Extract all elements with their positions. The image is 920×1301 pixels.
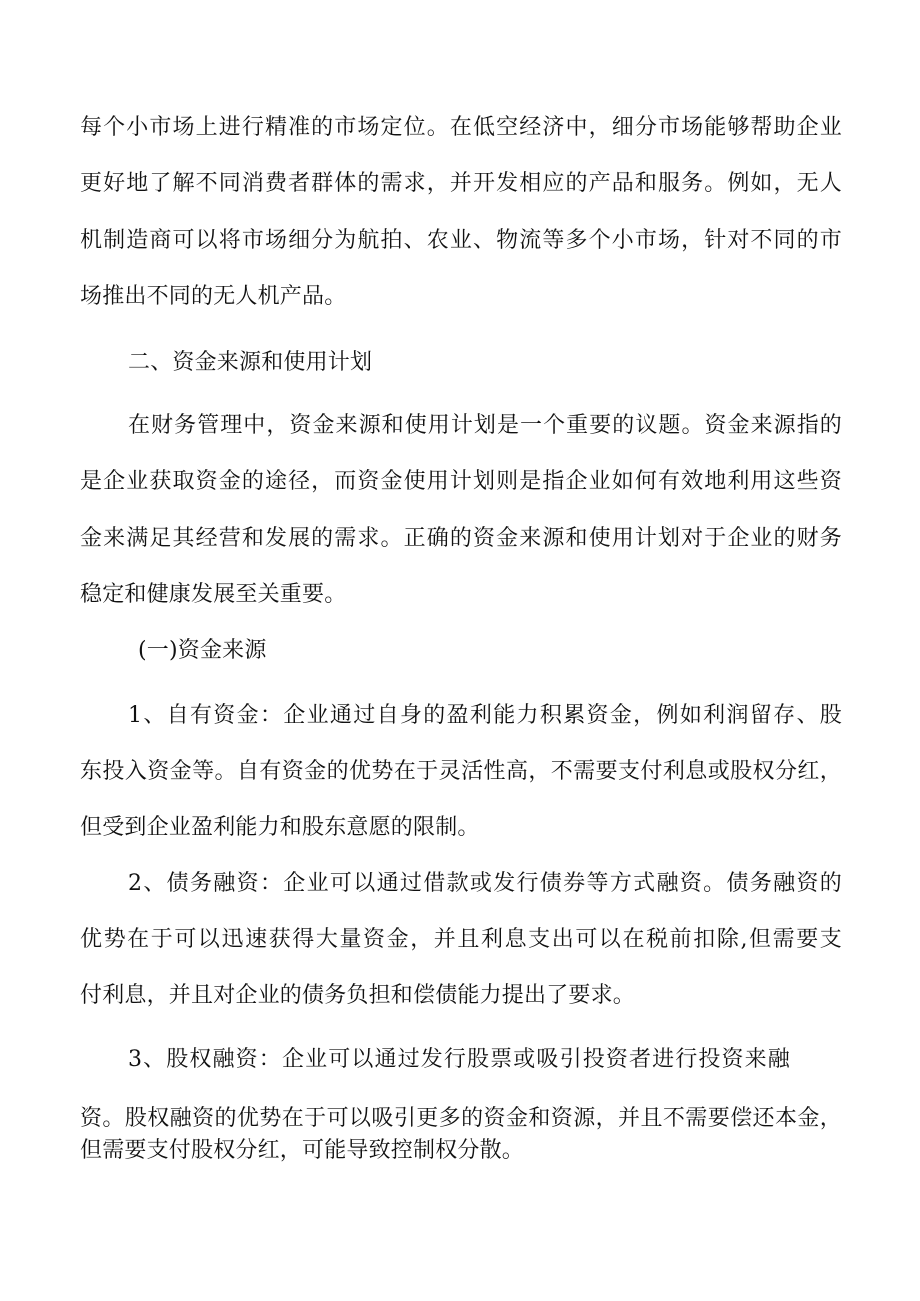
section-heading: 二、资金来源和使用计划 xyxy=(128,350,373,375)
paragraph-line: 东投入资金等。自有资金的优势在于灵活性高，不需要支付利息或股权分红， xyxy=(80,759,842,784)
paragraph-line: 金来满足其经营和发展的需求。正确的资金来源和使用计划对于企业的财务 xyxy=(80,526,842,551)
paragraph-line: 是企业获取资金的途径，而资金使用计划则是指企业如何有效地利用这些资 xyxy=(80,469,842,494)
paragraph-line: 在财务管理中，资金来源和使用计划是一个重要的议题。资金来源指的 xyxy=(128,413,842,438)
paragraph-line: 3、股权融资：企业可以通过发行股票或吸引投资者进行投资来融 xyxy=(128,1047,790,1072)
paragraph-line: 2、债务融资：企业可以通过借款或发行债券等方式融资。债务融资的 xyxy=(128,871,842,896)
paragraph-line: 稳定和健康发展至关重要。 xyxy=(80,582,347,607)
paragraph-line: 场推出不同的无人机产品。 xyxy=(80,284,347,309)
subheading: (一)资金来源 xyxy=(138,638,267,663)
paragraph-line: 更好地了解不同消费者群体的需求，并开发相应的产品和服务。例如，无人 xyxy=(80,171,842,196)
paragraph-line: 但需要支付股权分红，可能导致控制权分散。 xyxy=(80,1138,525,1163)
paragraph-line: 1、自有资金：企业通过自身的盈利能力积累资金，例如利润留存、股 xyxy=(128,703,842,728)
paragraph-line: 机制造商可以将市场细分为航拍、农业、物流等多个小市场，针对不同的市 xyxy=(80,228,842,253)
paragraph-line: 优势在于可以迅速获得大量资金，并且利息支出可以在税前扣除,但需要支 xyxy=(80,927,842,952)
paragraph-line: 资。股权融资的优势在于可以吸引更多的资金和资源，并且不需要偿还本金， xyxy=(80,1106,842,1131)
paragraph-line: 付利息，并且对企业的债务负担和偿债能力提出了要求。 xyxy=(80,983,636,1008)
paragraph-line: 每个小市场上进行精准的市场定位。在低空经济中，细分市场能够帮助企业 xyxy=(80,115,842,140)
paragraph-line: 但受到企业盈利能力和股东意愿的限制。 xyxy=(80,815,480,840)
